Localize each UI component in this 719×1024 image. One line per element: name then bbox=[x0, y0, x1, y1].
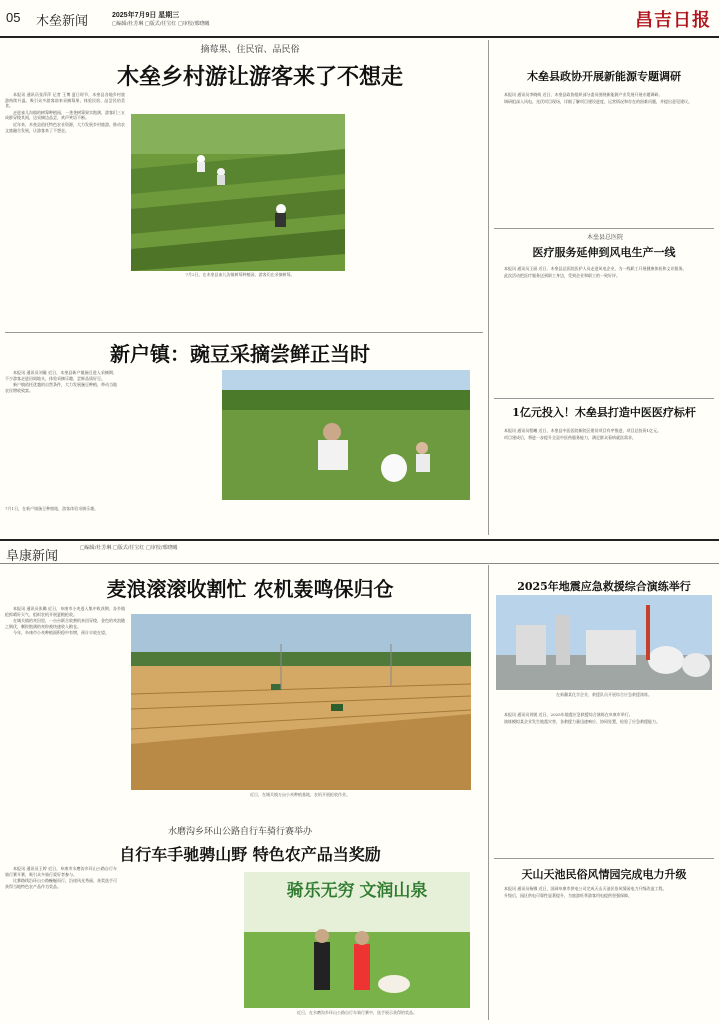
article1-headline: 木垒乡村游让游客来了不想走 bbox=[116, 64, 403, 90]
page-number: 05 bbox=[6, 10, 21, 25]
section2-page-name: 阜康新闻 bbox=[6, 548, 59, 563]
article9-para: 升级后，园区供电可靠性显著提升，为旅游旺季游客用电提供坚强保障。 bbox=[504, 892, 632, 898]
article8-para: 本报讯 通讯员王婷 近日，阜康市水磨沟乡环山公路自行车骑行赛开赛，吸引众多骑行爱好者参与。 bbox=[5, 866, 117, 877]
article5-body bbox=[496, 428, 712, 528]
article6-caption: 近日，在城关镇万亩小麦种植基地，农机开展抢收作业。 bbox=[250, 792, 350, 797]
article1-caption: 7月2日，在木垒县雀儿沟镇树莓种植园，游客们在采摘树莓。 bbox=[185, 272, 295, 277]
article7-para: 演练模拟某企业发生地震灾害，各救援力量迅速响应、协同处置，检验了应急救援能力。 bbox=[504, 718, 660, 724]
article4-headline: 医疗服务延伸到风电生产一线 bbox=[532, 246, 676, 259]
page-section-name: 木垒新闻 bbox=[36, 13, 89, 28]
article6-para: 今年，阜康市小麦种植面积稳中有增，预计丰收在望。 bbox=[13, 630, 109, 636]
article5-para: 项目建成后，将进一步提升全县中医药服务能力，满足群众看病就医需求。 bbox=[504, 434, 636, 440]
article4-para: 此次活动把医疗服务送到职工身边，受到企业和职工的一致好评。 bbox=[504, 272, 620, 278]
column-divider bbox=[488, 565, 489, 1020]
article7-para: 本报讯 通讯员刘媛 近日，2025年地震应急救援综合演练在阜康市举行。 bbox=[504, 712, 633, 717]
article9-body bbox=[496, 886, 712, 1016]
article6-photo-wheat-harvest bbox=[131, 614, 471, 790]
article6-para: 本报讯 通讯员张璐 近日，阜康市小麦进入集中收获期，各乡镇抢抓晴好天气，组织农机开展夏粮抢收。 bbox=[5, 606, 125, 617]
article6-para: 在城关镇的麦田里，一台台联合收割机来回穿梭，金色的麦浪随之倒伏，颗粒饱满的麦粒被快速收入粮仓。 bbox=[5, 618, 125, 629]
article8-body-column bbox=[122, 866, 234, 1016]
article1-photo-field bbox=[131, 114, 345, 271]
article2-para: 新户镇依托优越的自然条件，大力发展豌豆种植，带动当地农民增收致富。 bbox=[5, 382, 117, 393]
row-divider bbox=[494, 228, 714, 229]
article2-body bbox=[5, 370, 117, 505]
article7-caption: 在新疆某化学企业，救援队员开展综合应急救援演练。 bbox=[556, 692, 652, 697]
article8-kicker: 水磨沟乡环山公路自行车骑行赛举办 bbox=[167, 827, 312, 837]
article7-headline: 2025年地震应急救援综合演练举行 bbox=[517, 580, 691, 593]
editor-credits: □编辑/杜芳琳 □版式/任宝红 □审校/邢晓曦 bbox=[112, 21, 210, 27]
article9-headline: 天山天池民俗风情园完成电力升级 bbox=[521, 868, 687, 881]
article2-para: 本报讯 通讯员刘璇 近日，木垒县新户镇豌豆进入采摘期，不少游客走进田间地头，体验采摘乐趣，尝鲜品质好豆。 bbox=[5, 370, 117, 381]
article7-body bbox=[496, 712, 712, 852]
article2-headline: 新户镇：豌豆采摘尝鲜正当时 bbox=[110, 342, 370, 366]
article1-para: 走进雀儿沟镇的树莓种植园，一垄垄树莓果实饱满，游客们三五成群穿梭其间，边采摘边品尝，欢声笑语不断。 bbox=[5, 109, 125, 121]
article3-body bbox=[496, 92, 712, 227]
issue-date: 2025年7月9日 星期三 bbox=[112, 12, 180, 19]
article1-body bbox=[5, 92, 125, 327]
article1-para: 本报讯 通讯员张萍萍 记者 王博 夏日时节，木垒县各地乡村旅游持续升温，吸引众多游客前来采摘莓果、体验民宿、品尝民俗美食。 bbox=[5, 92, 125, 109]
section2-editor-credits: □编辑/杜芳琳 □版式/任宝红 □审校/邢晓曦 bbox=[80, 545, 178, 551]
article8-body bbox=[5, 866, 117, 1016]
article6-headline: 麦浪滚滚收割忙 农机轰鸣保归仓 bbox=[106, 577, 394, 601]
article3-headline: 木垒县政协开展新能源专题调研 bbox=[527, 70, 681, 83]
article2-caption: 7月1日，在新户镇豌豆种植地，游客体验采摘乐趣。 bbox=[5, 506, 99, 511]
row-divider bbox=[5, 332, 483, 333]
article8-banner: 骑乐无穷 文润山泉 bbox=[286, 881, 428, 900]
article4-body bbox=[496, 266, 712, 396]
article2-photo-pea-field bbox=[222, 370, 470, 500]
article6-body bbox=[5, 606, 125, 821]
column-divider bbox=[488, 40, 489, 535]
newspaper-logo: 昌吉日报 bbox=[635, 10, 711, 31]
article7-photo-plant bbox=[496, 595, 712, 690]
section2-header bbox=[0, 539, 719, 564]
article4-para: 本报讯 通讯员王丽 近日，木垒县总医院医护人员走进风电企业，为一线职工开展健康体检和义诊服务。 bbox=[504, 266, 687, 271]
article1-kicker: 摘莓果、住民宿、品民俗 bbox=[200, 45, 300, 55]
row-divider bbox=[494, 858, 714, 859]
article8-caption: 近日，在水磨沟乡环山公路自行车骑行赛中，选手展示获得的奖品。 bbox=[297, 1010, 417, 1015]
article5-headline: 1亿元投入！木垒县打造中医医疗标杆 bbox=[512, 406, 696, 419]
article4-org: 木垒县总医院 bbox=[586, 234, 623, 241]
article9-para: 本报讯 通讯员杨娜 近日，国网阜康市供电公司完成天山天池民俗风情园电力升级改造工程。 bbox=[504, 886, 667, 891]
article1-body-continued bbox=[132, 284, 344, 324]
row-divider bbox=[494, 398, 714, 399]
article5-para: 本报讯 通讯员程曦 近日，木垒县中医医院新院区建设项目有序推进，项目总投资1亿元。 bbox=[504, 428, 662, 433]
masthead bbox=[0, 0, 719, 38]
article1-para: 近年来，木垒县依托特色农业资源，大力发展乡村旅游，推动农文旅融合发展，让游客来了不想走。 bbox=[5, 121, 125, 133]
article3-para: 调研组深入风电、光伏项目现场，详细了解项目建设进度、运营情况和存在的困难问题，并提出意见建议。 bbox=[504, 98, 692, 104]
article1-body-column bbox=[350, 92, 480, 328]
article3-para: 本报讯 通讯员李晓萌 近日，木垒县政协组织部分委员围绕新能源产业发展开展专题调研。 bbox=[504, 92, 663, 97]
article8-headline: 自行车手驰骋山野 特色农产品当奖励 bbox=[119, 845, 381, 864]
article8-para: 比赛路线沿环山公路蜿蜒而行，沿途风光秀丽，获奖选手可获得当地特色农产品作为奖品。 bbox=[5, 878, 117, 889]
article2-body-column bbox=[122, 370, 214, 505]
